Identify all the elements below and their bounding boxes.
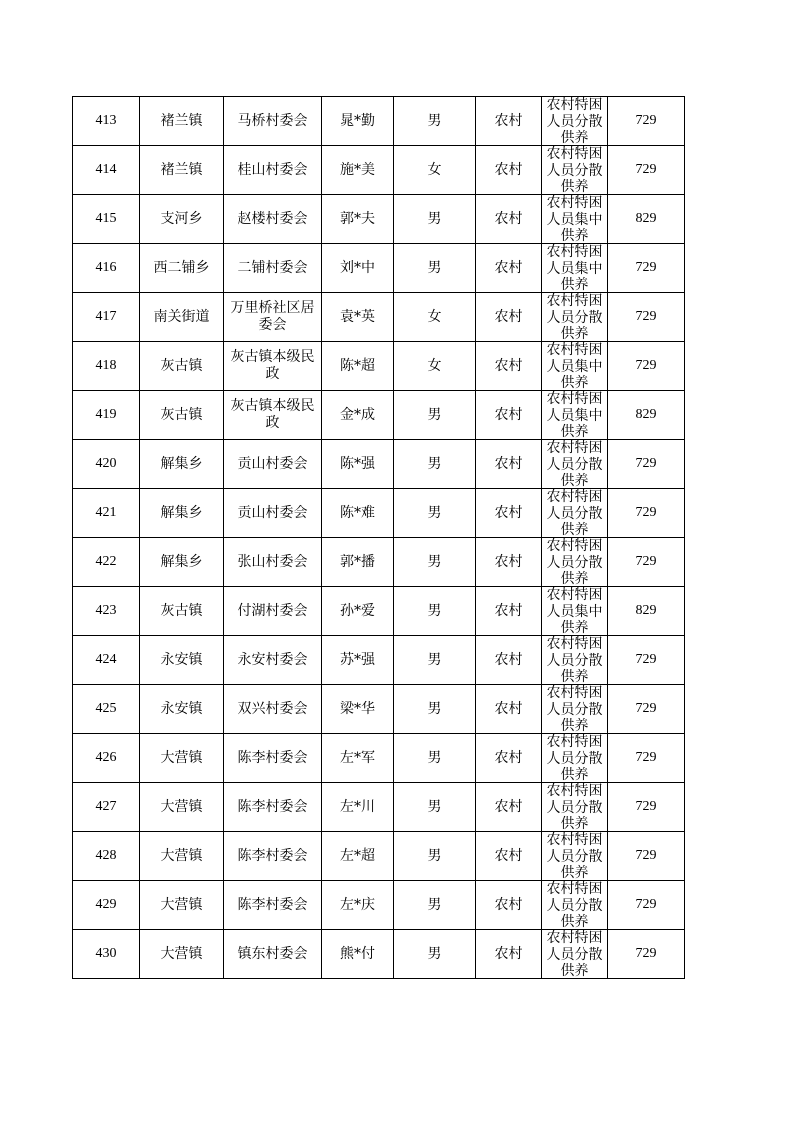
name-cell: 郭*播 [322, 538, 394, 587]
name-cell: 刘*中 [322, 244, 394, 293]
serial-number-cell: 416 [73, 244, 140, 293]
category-cell [542, 832, 608, 881]
name-cell: 左*军 [322, 734, 394, 783]
table-row [73, 195, 685, 244]
category-cell [542, 881, 608, 930]
gender-cell: 女 [394, 342, 476, 391]
gender-cell: 男 [394, 244, 476, 293]
category-cell [542, 587, 608, 636]
community-cell: 桂山村委会 [224, 146, 322, 195]
name-cell: 苏*强 [322, 636, 394, 685]
serial-number-cell: 425 [73, 685, 140, 734]
amount-cell: 729 [608, 244, 685, 293]
table-row [73, 832, 685, 881]
amount-cell: 729 [608, 783, 685, 832]
name-cell: 晁*勤 [322, 97, 394, 146]
name-cell: 陈*超 [322, 342, 394, 391]
community-cell: 陈李村委会 [224, 783, 322, 832]
community-cell: 张山村委会 [224, 538, 322, 587]
community-cell: 马桥村委会 [224, 97, 322, 146]
table-row [73, 293, 685, 342]
amount-cell: 729 [608, 293, 685, 342]
name-cell: 陈*难 [322, 489, 394, 538]
amount-cell: 729 [608, 734, 685, 783]
town-cell: 解集乡 [140, 489, 224, 538]
town-cell: 西二铺乡 [140, 244, 224, 293]
amount-cell: 729 [608, 881, 685, 930]
table-body [73, 97, 685, 979]
area-cell: 农村 [476, 342, 542, 391]
table-row [73, 930, 685, 979]
category-text: 农村特困人员集中供养 [546, 391, 603, 439]
community-cell: 灰古镇本级民政 [224, 391, 322, 440]
community-cell: 赵楼村委会 [224, 195, 322, 244]
community-cell: 陈李村委会 [224, 832, 322, 881]
town-cell: 灰古镇 [140, 587, 224, 636]
town-cell: 大营镇 [140, 734, 224, 783]
serial-number-cell: 414 [73, 146, 140, 195]
area-cell: 农村 [476, 832, 542, 881]
gender-cell: 男 [394, 636, 476, 685]
town-cell: 大营镇 [140, 930, 224, 979]
gender-cell: 男 [394, 783, 476, 832]
name-cell: 左*超 [322, 832, 394, 881]
area-cell: 农村 [476, 195, 542, 244]
category-text: 农村特困人员分散供养 [546, 440, 603, 488]
amount-cell: 829 [608, 391, 685, 440]
name-cell: 左*川 [322, 783, 394, 832]
serial-number-cell: 421 [73, 489, 140, 538]
category-cell [542, 783, 608, 832]
gender-cell: 女 [394, 146, 476, 195]
table-row [73, 244, 685, 293]
community-cell: 二铺村委会 [224, 244, 322, 293]
area-cell: 农村 [476, 489, 542, 538]
town-cell: 永安镇 [140, 636, 224, 685]
amount-cell: 729 [608, 538, 685, 587]
category-text: 农村特困人员集中供养 [546, 587, 603, 635]
table-row [73, 685, 685, 734]
category-text: 农村特困人员分散供养 [546, 293, 603, 341]
table-row [73, 489, 685, 538]
category-cell [542, 538, 608, 587]
table-row [73, 587, 685, 636]
amount-cell: 729 [608, 440, 685, 489]
category-text: 农村特困人员分散供养 [546, 489, 603, 537]
table-row [73, 783, 685, 832]
table-row [73, 97, 685, 146]
amount-cell: 729 [608, 685, 685, 734]
area-cell: 农村 [476, 587, 542, 636]
category-text: 农村特困人员分散供养 [546, 832, 603, 880]
serial-number-cell: 424 [73, 636, 140, 685]
category-text: 农村特困人员分散供养 [546, 734, 603, 782]
serial-number-cell: 429 [73, 881, 140, 930]
serial-number-cell: 427 [73, 783, 140, 832]
community-cell: 永安村委会 [224, 636, 322, 685]
gender-cell: 男 [394, 538, 476, 587]
serial-number-cell: 419 [73, 391, 140, 440]
serial-number-cell: 413 [73, 97, 140, 146]
community-cell: 灰古镇本级民政 [224, 342, 322, 391]
town-cell: 褚兰镇 [140, 97, 224, 146]
community-cell: 付湖村委会 [224, 587, 322, 636]
category-cell [542, 342, 608, 391]
name-cell: 梁*华 [322, 685, 394, 734]
area-cell: 农村 [476, 881, 542, 930]
name-cell: 左*庆 [322, 881, 394, 930]
gender-cell: 男 [394, 930, 476, 979]
amount-cell: 729 [608, 97, 685, 146]
table-row [73, 391, 685, 440]
name-cell: 袁*英 [322, 293, 394, 342]
community-cell: 贡山村委会 [224, 440, 322, 489]
category-text: 农村特困人员分散供养 [546, 146, 603, 194]
gender-cell: 男 [394, 881, 476, 930]
community-cell: 万里桥社区居委会 [224, 293, 322, 342]
serial-number-cell: 426 [73, 734, 140, 783]
category-text: 农村特困人员分散供养 [546, 538, 603, 586]
category-cell [542, 636, 608, 685]
table-row [73, 881, 685, 930]
category-text: 农村特困人员分散供养 [546, 783, 603, 831]
area-cell: 农村 [476, 734, 542, 783]
community-cell: 陈李村委会 [224, 881, 322, 930]
area-cell: 农村 [476, 391, 542, 440]
category-cell [542, 440, 608, 489]
table-row [73, 146, 685, 195]
category-text: 农村特困人员集中供养 [546, 342, 603, 390]
category-text: 农村特困人员分散供养 [546, 685, 603, 733]
serial-number-cell: 417 [73, 293, 140, 342]
town-cell: 解集乡 [140, 440, 224, 489]
serial-number-cell: 415 [73, 195, 140, 244]
relief-recipients-table [72, 96, 685, 979]
category-cell [542, 734, 608, 783]
name-cell: 熊*付 [322, 930, 394, 979]
community-cell: 镇东村委会 [224, 930, 322, 979]
community-cell: 贡山村委会 [224, 489, 322, 538]
area-cell: 农村 [476, 146, 542, 195]
serial-number-cell: 420 [73, 440, 140, 489]
area-cell: 农村 [476, 244, 542, 293]
category-cell [542, 146, 608, 195]
town-cell: 大营镇 [140, 832, 224, 881]
area-cell: 农村 [476, 685, 542, 734]
table-row [73, 734, 685, 783]
area-cell: 农村 [476, 783, 542, 832]
table-row [73, 636, 685, 685]
gender-cell: 男 [394, 391, 476, 440]
category-cell [542, 489, 608, 538]
amount-cell: 729 [608, 930, 685, 979]
gender-cell: 男 [394, 587, 476, 636]
serial-number-cell: 423 [73, 587, 140, 636]
town-cell: 褚兰镇 [140, 146, 224, 195]
area-cell: 农村 [476, 440, 542, 489]
serial-number-cell: 430 [73, 930, 140, 979]
serial-number-cell: 418 [73, 342, 140, 391]
area-cell: 农村 [476, 538, 542, 587]
category-cell [542, 930, 608, 979]
category-text: 农村特困人员分散供养 [546, 930, 603, 978]
area-cell: 农村 [476, 293, 542, 342]
amount-cell: 829 [608, 195, 685, 244]
town-cell: 灰古镇 [140, 342, 224, 391]
table-row [73, 440, 685, 489]
category-cell [542, 293, 608, 342]
town-cell: 灰古镇 [140, 391, 224, 440]
town-cell: 永安镇 [140, 685, 224, 734]
category-text: 农村特困人员分散供养 [546, 97, 603, 145]
gender-cell: 男 [394, 734, 476, 783]
category-text: 农村特困人员集中供养 [546, 244, 603, 292]
name-cell: 陈*强 [322, 440, 394, 489]
community-cell: 双兴村委会 [224, 685, 322, 734]
category-text: 农村特困人员分散供养 [546, 881, 603, 929]
table-row [73, 342, 685, 391]
category-cell [542, 195, 608, 244]
amount-cell: 729 [608, 146, 685, 195]
community-cell: 陈李村委会 [224, 734, 322, 783]
area-cell: 农村 [476, 636, 542, 685]
town-cell: 大营镇 [140, 783, 224, 832]
name-cell: 郭*夫 [322, 195, 394, 244]
gender-cell: 男 [394, 195, 476, 244]
amount-cell: 729 [608, 342, 685, 391]
table-row [73, 538, 685, 587]
serial-number-cell: 428 [73, 832, 140, 881]
serial-number-cell: 422 [73, 538, 140, 587]
category-text: 农村特困人员分散供养 [546, 636, 603, 684]
category-cell [542, 244, 608, 293]
gender-cell: 男 [394, 440, 476, 489]
amount-cell: 729 [608, 489, 685, 538]
area-cell: 农村 [476, 97, 542, 146]
town-cell: 南关街道 [140, 293, 224, 342]
town-cell: 大营镇 [140, 881, 224, 930]
category-text: 农村特困人员集中供养 [546, 195, 603, 243]
gender-cell: 男 [394, 685, 476, 734]
category-cell [542, 391, 608, 440]
gender-cell: 男 [394, 832, 476, 881]
amount-cell: 729 [608, 832, 685, 881]
amount-cell: 729 [608, 636, 685, 685]
gender-cell: 女 [394, 293, 476, 342]
name-cell: 施*美 [322, 146, 394, 195]
town-cell: 解集乡 [140, 538, 224, 587]
category-cell [542, 97, 608, 146]
category-cell [542, 685, 608, 734]
gender-cell: 男 [394, 97, 476, 146]
town-cell: 支河乡 [140, 195, 224, 244]
gender-cell: 男 [394, 489, 476, 538]
area-cell: 农村 [476, 930, 542, 979]
name-cell: 金*成 [322, 391, 394, 440]
amount-cell: 829 [608, 587, 685, 636]
name-cell: 孙*爱 [322, 587, 394, 636]
